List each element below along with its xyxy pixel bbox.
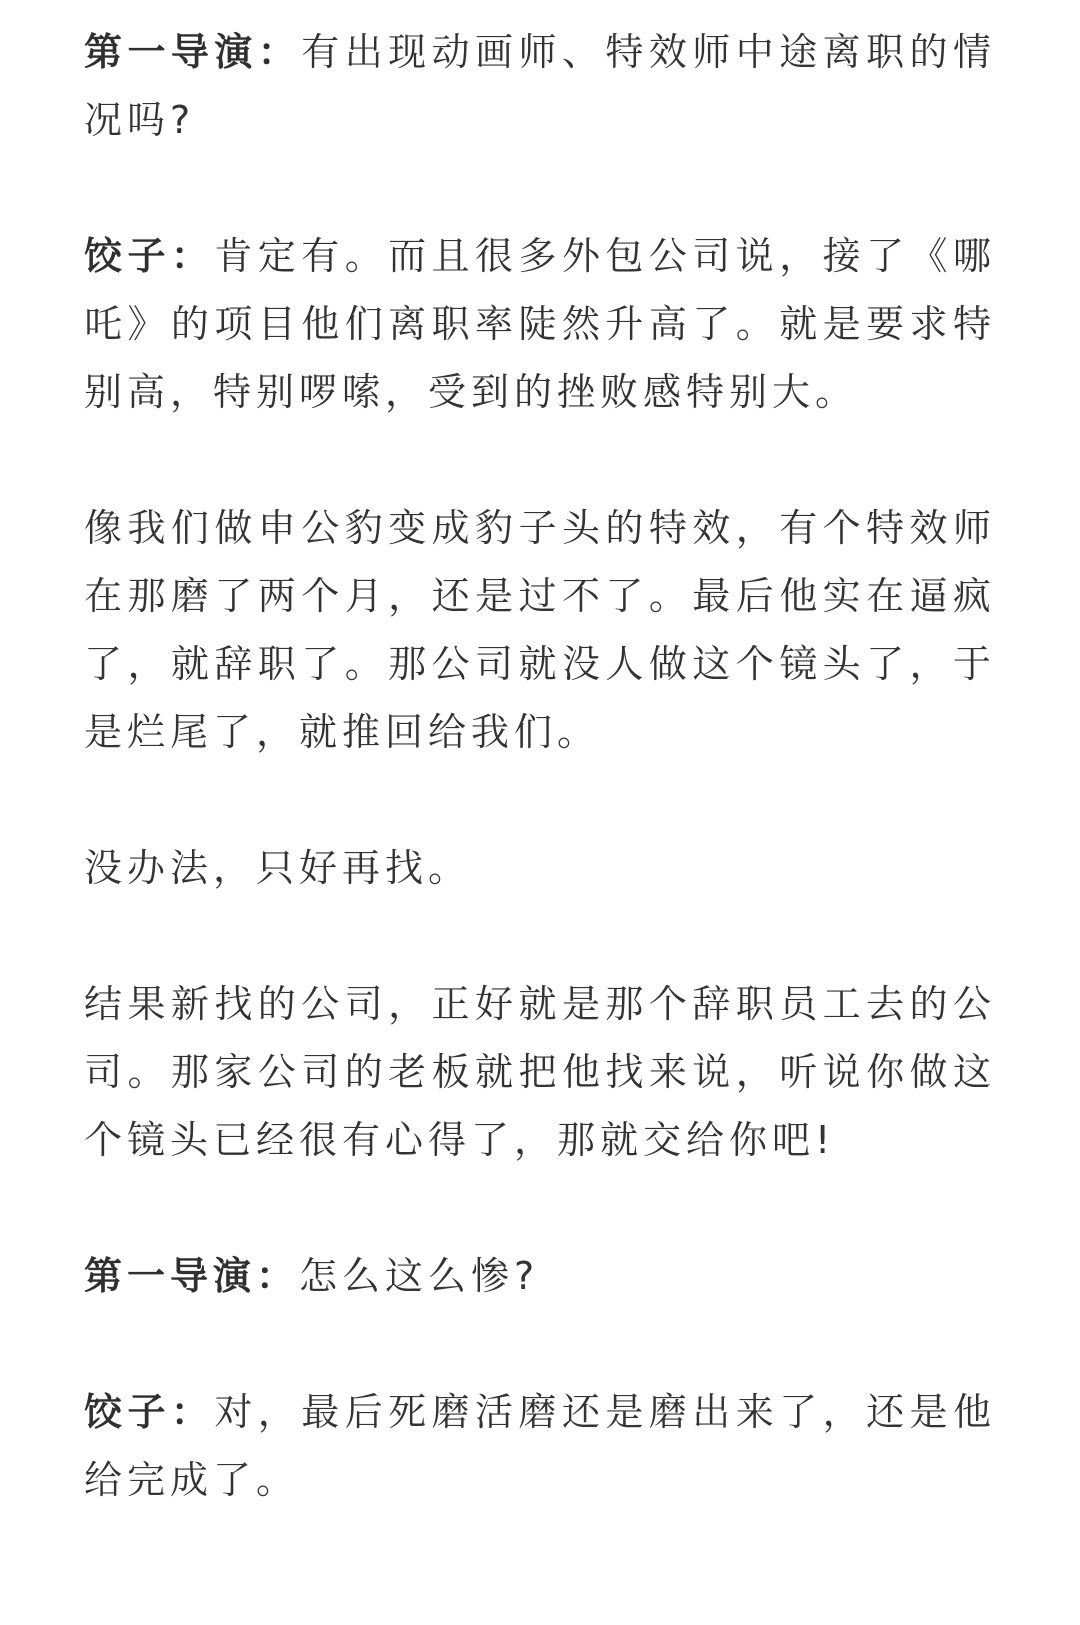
paragraph-2 [84, 222, 996, 426]
paragraph-text: 有出现动画师、特效师中途离职的情况吗? [84, 30, 996, 142]
paragraph-text: 怎么这么惨? [299, 1254, 540, 1298]
paragraph-text: 结果新找的公司，正好就是那个辞职员工去的公司。那家公司的老板就把他找来说，听说你做这个镜头已经很有心得了，那就交给你吧! [84, 982, 996, 1162]
paragraph-3 [84, 494, 996, 766]
paragraph-text: 像我们做申公豹变成豹子头的特效，有个特效师在那磨了两个月，还是过不了。最后他实在逼疯了，就辞职了。那公司就没人做这个镜头了，于是烂尾了，就推回给我们。 [84, 506, 996, 754]
paragraph-1 [84, 18, 996, 154]
paragraph-text: 对，最后死磨活磨还是磨出来了，还是他给完成了。 [84, 1390, 996, 1502]
speaker-label: 饺子： [84, 234, 215, 278]
speaker-label: 第一导演： [84, 1254, 300, 1298]
paragraph-4 [84, 834, 996, 902]
paragraph-text: 肯定有。而且很多外包公司说，接了《哪吒》的项目他们离职率陡然升高了。就是要求特别高，特别啰嗦，受到的挫败感特别大。 [84, 234, 996, 414]
paragraph-6 [84, 1242, 996, 1310]
paragraph-5 [84, 970, 996, 1174]
paragraph-text: 没办法，只好再找。 [84, 846, 472, 890]
speaker-label: 第一导演： [84, 30, 302, 74]
paragraph-7 [84, 1378, 996, 1514]
speaker-label: 饺子： [84, 1390, 215, 1434]
